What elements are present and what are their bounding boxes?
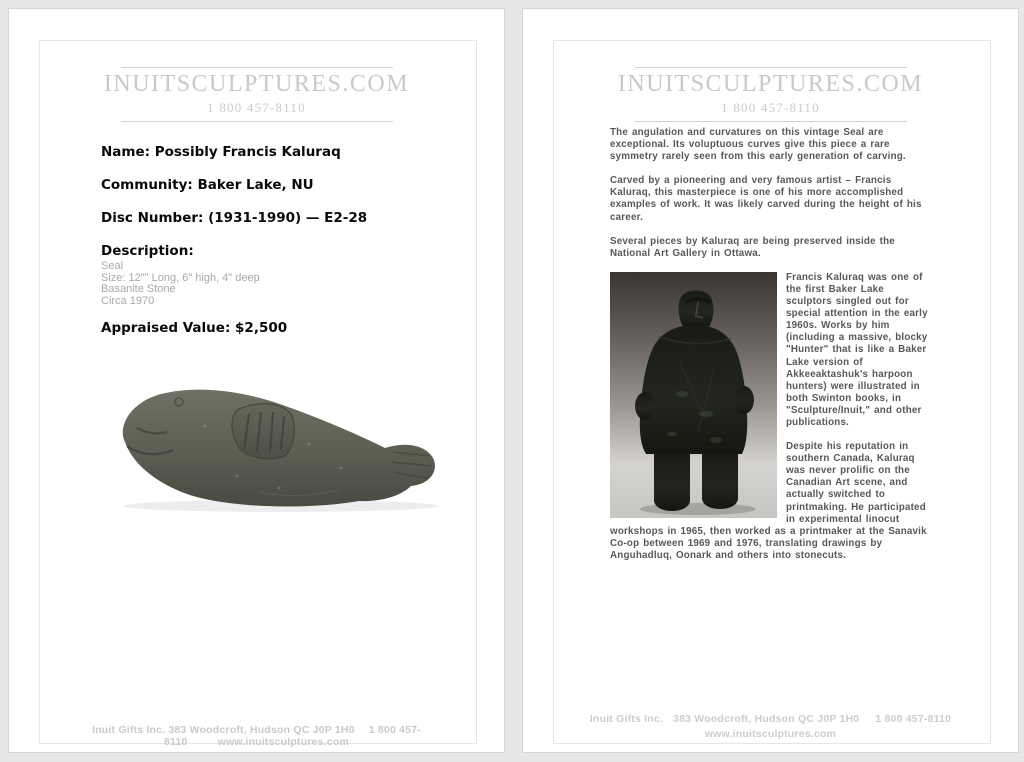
- footer-website: www.inuitsculptures.com: [217, 736, 349, 748]
- paragraph-seal-quality: The angulation and curvatures on this vintage Seal are exceptional. Its voluptuous curves give this piece a rare symmetry rarely seen from this early generation of carving.: [610, 127, 906, 163]
- hunter-sculpture-photo: [610, 272, 777, 518]
- description-details: [101, 261, 473, 307]
- description-size: Size: 12"" Long, 6" high, 4" deep: [101, 271, 260, 284]
- appraisal-fields: [101, 145, 473, 354]
- paragraph-baker-lake-history: Francis Kaluraq was one of the first Baker Lake sculptors singled out for special attention in the early 1960s. Works by him (including a massive, blocky "Hunter" that is like a Baker Lake version of Akkeeaktashuk's harpoon hunters) were illustrated in both Swinton books, in "Sculpture/Inuit," and other publications.: [786, 271, 928, 428]
- company-logo-text: INUITSCULPTURES.COM: [103, 71, 410, 97]
- artist-biography-text: [610, 127, 933, 574]
- paragraph-national-gallery: Several pieces by Kaluraq are being preserved inside the National Art Gallery in Ottawa.: [610, 235, 895, 259]
- page-footer: [523, 712, 1018, 741]
- seal-sculpture-illustration: [109, 384, 444, 514]
- company-logo-text: INUITSCULPTURES.COM: [617, 71, 924, 97]
- letterhead-top-rule: [121, 67, 393, 68]
- description-subject: Seal: [101, 260, 124, 272]
- company-phone: 1 800 457-8110: [207, 100, 306, 115]
- letterhead: [523, 67, 1018, 122]
- letterhead-top-rule: [635, 67, 907, 68]
- footer-phone: 1 800 457-8110: [164, 724, 421, 748]
- letterhead: [9, 67, 504, 122]
- description-circa: Circa 1970: [101, 294, 155, 307]
- footer-address: Inuit Gifts Inc. 383 Woodcroft, Hudson QC J0P 1H0: [92, 724, 355, 736]
- page-footer: [9, 724, 504, 748]
- footer-address: 383 Woodcroft, Hudson QC J0P 1H0: [673, 713, 860, 725]
- appraisal-page-1: [8, 8, 505, 753]
- footer-website: www.inuitsculptures.com: [704, 727, 837, 740]
- description-material: Basanite Stone: [101, 283, 176, 295]
- footer-company: Inuit Gifts Inc.: [589, 713, 664, 725]
- company-phone: 1 800 457-8110: [721, 100, 820, 115]
- footer-phone: 1 800 457-8110: [875, 713, 952, 725]
- appraised-value-line: Appraised Value: $2,500: [101, 320, 288, 336]
- letterhead-bottom-rule: [121, 121, 393, 122]
- hunter-sculpture-illustration: [610, 272, 777, 518]
- description-label: Description:: [101, 243, 194, 259]
- paragraph-artist-fame: Carved by a pioneering and very famous artist – Francis Kaluraq, this masterpiece is one of his more accomplished examples of work. It was likely carved during the height of his career.: [610, 175, 922, 223]
- disc-number-line: Disc Number: (1931-1990) — E2-28: [101, 210, 368, 226]
- appraisal-page-2: [522, 8, 1019, 753]
- seal-sculpture-photo: [109, 384, 444, 514]
- community-line: Community: Baker Lake, NU: [101, 177, 314, 193]
- paragraph-printmaking-career: Despite his reputation in southern Canada, Kaluraq was never prolific on the Canadian Art scene, and actually switched to printmaking. He participated in experimental linocut workshops in 1965, then worked as a printmaker at the Sanavik Co-op between 1969 and 1976, translating drawings by Anguhadluq, Oonark and others into stonecuts.: [610, 441, 927, 561]
- letterhead-bottom-rule: [635, 121, 907, 122]
- artist-name-line: Name: Possibly Francis Kaluraq: [101, 144, 341, 160]
- footer-line-1: [523, 712, 1018, 727]
